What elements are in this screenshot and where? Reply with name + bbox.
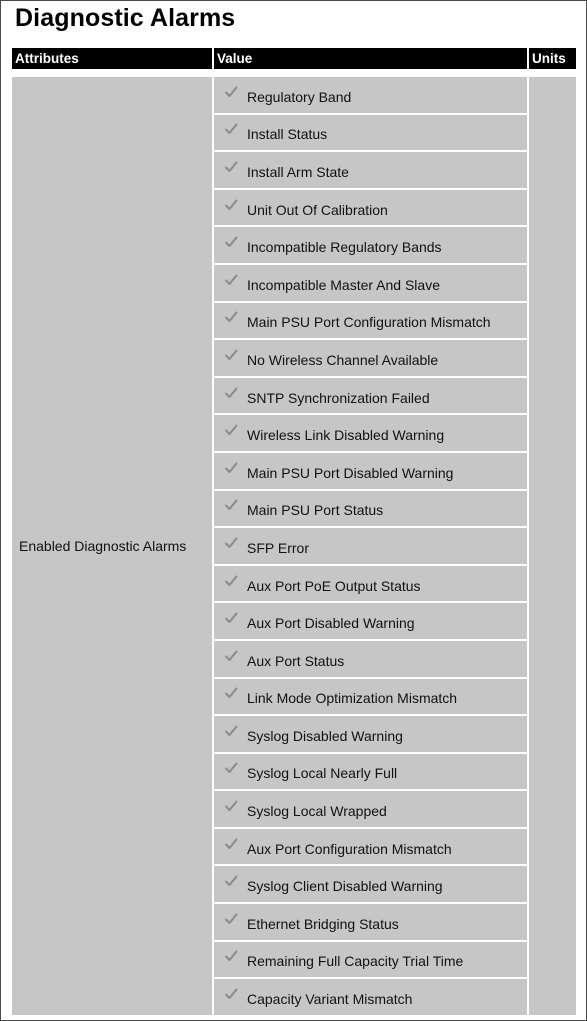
alarm-row [214,716,527,752]
alarm-label: Main PSU Port Disabled Warning [247,464,454,481]
alarm-row [214,115,527,151]
alarm-label: SFP Error [247,539,309,556]
alarm-label: Syslog Local Wrapped [247,803,387,820]
alarm-row [214,453,527,489]
checkmark-icon[interactable] [224,273,238,287]
column-header-attributes: Attributes [12,48,212,69]
checkmark-icon[interactable] [224,611,238,625]
alarm-label: Link Mode Optimization Mismatch [247,690,458,707]
column-header-value: Value [214,48,527,69]
checkmark-icon[interactable] [224,949,238,963]
alarm-row [214,566,527,602]
alarm-row [214,152,527,188]
alarm-row [214,754,527,790]
checkmark-icon[interactable] [224,310,238,324]
alarm-label: Main PSU Port Status [247,502,384,519]
alarm-label: Remaining Full Capacity Trial Time [247,953,464,970]
alarm-label: Incompatible Regulatory Bands [247,239,442,256]
alarm-label: Main PSU Port Configuration Mismatch [247,314,491,331]
checkmark-icon[interactable] [224,987,238,1001]
alarm-row [214,340,527,376]
alarm-checkbox-list [214,77,527,1017]
alarm-label: Wireless Link Disabled Warning [247,427,445,444]
alarm-row [214,904,527,940]
checkmark-icon[interactable] [224,461,238,475]
alarm-row [214,829,527,865]
alarm-label: Syslog Local Nearly Full [247,765,398,782]
alarm-label: Unit Out Of Calibration [247,201,388,218]
checkmark-icon[interactable] [224,498,238,512]
alarm-row [214,227,527,263]
attribute-label: Enabled Diagnostic Alarms [19,538,187,554]
checkmark-icon[interactable] [224,874,238,888]
checkmark-icon[interactable] [224,85,238,99]
checkmark-icon[interactable] [224,837,238,851]
alarm-label: SNTP Synchronization Failed [247,389,430,406]
alarm-row [214,190,527,226]
alarm-row [214,303,527,339]
checkmark-icon[interactable] [224,198,238,212]
checkmark-icon[interactable] [224,799,238,813]
checkmark-icon[interactable] [224,348,238,362]
checkmark-icon[interactable] [224,235,238,249]
checkmark-icon[interactable] [224,912,238,926]
alarm-row [214,866,527,902]
alarm-row [214,979,527,1015]
checkmark-icon[interactable] [224,574,238,588]
alarm-row [214,603,527,639]
alarm-label: Install Arm State [247,163,349,180]
checkmark-icon[interactable] [224,386,238,400]
page-title: Diagnostic Alarms [15,4,236,32]
alarm-row [214,378,527,414]
checkmark-icon[interactable] [224,761,238,775]
alarm-label: Capacity Variant Mismatch [247,991,413,1008]
alarm-label: Ethernet Bridging Status [247,915,399,932]
alarm-label: Aux Port PoE Output Status [247,577,421,594]
alarm-row [214,942,527,978]
checkmark-icon[interactable] [224,686,238,700]
checkmark-icon[interactable] [224,649,238,663]
alarm-label: Syslog Client Disabled Warning [247,878,443,895]
attribute-cell [12,77,212,1015]
alarm-row [214,77,527,113]
checkmark-icon[interactable] [224,160,238,174]
alarm-label: Aux Port Disabled Warning [247,615,415,632]
checkmark-icon[interactable] [224,536,238,550]
alarm-row [214,528,527,564]
alarm-row [214,679,527,715]
alarm-label: Syslog Disabled Warning [247,727,403,744]
alarm-row [214,415,527,451]
alarm-label: Aux Port Status [247,652,345,669]
alarm-row [214,791,527,827]
alarm-label: Incompatible Master And Slave [247,276,440,293]
alarm-label: Regulatory Band [247,88,352,105]
column-header-units: Units [529,48,576,69]
alarm-label: Install Status [247,126,328,143]
checkmark-icon[interactable] [224,122,238,136]
alarm-label: No Wireless Channel Available [247,351,439,368]
alarm-label: Aux Port Configuration Mismatch [247,840,452,857]
checkmark-icon[interactable] [224,423,238,437]
units-cell [529,77,576,1015]
alarm-row [214,641,527,677]
alarm-row [214,265,527,301]
checkmark-icon[interactable] [224,724,238,738]
alarm-row [214,491,527,527]
